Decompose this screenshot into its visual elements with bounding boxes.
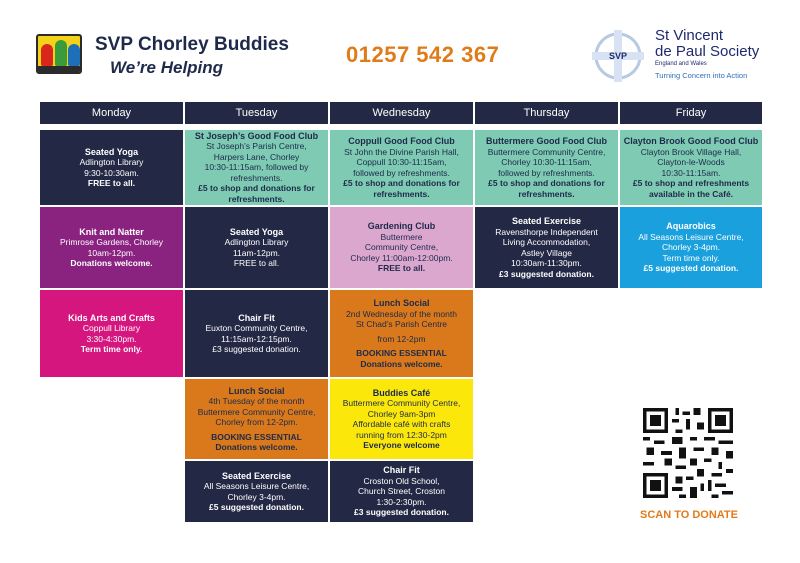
activity-line: 11am-12pm.	[232, 247, 281, 258]
activity-line: 4th Tuesday of the month	[208, 396, 305, 406]
activity-note: £5 to shop and donations for refreshments.	[198, 183, 315, 204]
page-title: SVP Chorley Buddies	[95, 34, 289, 55]
activity-line: St John the Divine Parish Hall,	[344, 146, 459, 157]
activity-line: Astley Village	[521, 247, 572, 258]
activity-line: Buttermere	[380, 231, 423, 242]
activity-card-wed-4	[330, 379, 473, 459]
scan-to-donate-label: SCAN TO DONATE	[640, 509, 738, 521]
activity-title: Kids Arts and Crafts	[68, 312, 155, 323]
phone-number[interactable]: 01257 542 367	[346, 42, 500, 67]
activity-title: Gardening Club	[367, 221, 436, 232]
activity-note: Term time only.	[80, 344, 143, 354]
activity-card-tue-2	[185, 207, 328, 288]
activity-note: Everyone welcome	[363, 440, 440, 450]
activity-card-fri-2	[620, 207, 762, 288]
activity-line: St Chad’s Parish Centre	[355, 319, 448, 329]
activity-line: Church Street, Croston	[358, 486, 445, 497]
activity-note: £5 suggested donation.	[209, 502, 304, 512]
activity-card-tue-4	[185, 379, 328, 459]
activity-line: Croston Old School,	[363, 475, 440, 486]
activity-line: Coppull 10:30-11:15am,	[356, 157, 447, 167]
kids-logo-icon	[36, 34, 82, 74]
activity-line: 10am-12pm.	[87, 247, 136, 258]
activity-line: Euxton Community Centre,	[205, 323, 308, 333]
activity-line: 10:30-11:15am.	[661, 167, 721, 178]
activity-line: Harpers Lane, Chorley	[213, 151, 300, 162]
activity-card-fri-1	[620, 130, 762, 205]
activity-line: All Seasons Leisure Centre,	[203, 481, 310, 491]
activity-card-wed-1	[330, 130, 473, 205]
activity-card-wed-5	[330, 461, 473, 522]
activity-card-thu-1	[475, 130, 618, 205]
activity-line: St Joseph’s Parish Centre,	[206, 141, 307, 152]
page-header	[0, 0, 800, 95]
activity-line: refreshments.	[230, 172, 283, 183]
activity-line: followed by refreshments.	[353, 167, 450, 178]
activity-title: Chair Fit	[383, 465, 420, 476]
activity-card-tue-5	[185, 461, 328, 522]
activity-title: Chair Fit	[238, 312, 275, 323]
activity-line: Coppull Library	[82, 323, 141, 333]
activity-note: £5 to shop and donations for refreshments.	[488, 178, 605, 199]
activity-line: Adlington Library	[224, 237, 289, 247]
activity-line: 9:30-10:30am.	[84, 167, 139, 178]
activity-title: Buttermere Good Food Club	[486, 136, 607, 146]
svp-tagline: Turning Concern into Action	[655, 71, 748, 80]
activity-line: Adlington Library	[79, 157, 144, 167]
activity-title: Knit and Natter	[79, 226, 144, 237]
activity-line: Chorley from 12-2pm.	[215, 417, 298, 427]
activity-card-wed-3	[330, 290, 473, 377]
activity-title: Aquarobics	[666, 221, 716, 232]
activity-note: £5 to shop and refreshments available in the Café.	[632, 178, 750, 199]
activity-line: 10:30-11:15am, followed by	[204, 162, 309, 173]
svp-name-line2: de Paul Society	[655, 43, 760, 60]
activity-title: Seated Yoga	[229, 226, 284, 237]
activity-line: followed by refreshments.	[498, 167, 595, 178]
activity-line: from 12-2pm	[377, 333, 426, 344]
activity-card-tue-1	[185, 130, 328, 205]
activity-card-mon-2	[40, 207, 183, 288]
activity-note: £5 suggested donation.	[643, 263, 739, 274]
activity-note: FREE to all.	[87, 178, 136, 188]
svp-name-line1: St Vincent	[655, 27, 724, 44]
activity-line: Chorley 10:30-11:15am,	[501, 157, 592, 167]
svp-region: England and Wales	[655, 61, 707, 67]
activity-note: FREE to all.	[377, 263, 426, 274]
activity-card-mon-1	[40, 130, 183, 205]
activity-line: Chorley 3-4pm.	[227, 491, 286, 502]
activity-card-wed-2	[330, 207, 473, 288]
activity-title: St Joseph’s Good Food Club	[194, 130, 319, 141]
booking-note: BOOKING ESSENTIAL	[356, 348, 447, 358]
activity-title: Lunch Social	[228, 385, 285, 396]
activity-card-mon-3	[40, 290, 183, 377]
activity-line: Primrose Gardens, Chorley	[60, 237, 163, 247]
activity-line: Clayton Brook Village Hall,	[640, 146, 742, 157]
activity-title: Seated Exercise	[511, 216, 582, 226]
activity-line: Living Accommodation,	[502, 237, 591, 247]
activity-title: Seated Exercise	[221, 470, 292, 481]
activity-line: Community Centre,	[364, 242, 439, 253]
activity-note: £5 to shop and donations for refreshments.	[343, 178, 460, 199]
page-subtitle: We’re Helping	[110, 58, 224, 77]
activity-note: Donations welcome.	[70, 258, 153, 268]
activity-line: Chorley 3-4pm.	[661, 242, 721, 253]
activity-line: Chorley 9am-3pm	[367, 408, 436, 419]
day-header-friday: Friday	[620, 102, 762, 124]
activity-note: £3 suggested donation.	[499, 268, 594, 279]
activity-line: 11:15am-12:15pm.	[221, 333, 292, 344]
activity-card-thu-2	[475, 207, 618, 288]
activity-note: Donations welcome.	[215, 442, 298, 452]
activity-line: 1:30-2:30pm.	[376, 496, 427, 507]
activity-line: Chorley 11:00am-12:00pm.	[350, 252, 453, 263]
activity-title: Buddies Café	[372, 387, 431, 398]
activity-title: Coppull Good Food Club	[348, 136, 455, 146]
activity-note: £3 suggested donation.	[212, 344, 301, 354]
booking-note: BOOKING ESSENTIAL	[211, 431, 302, 442]
svp-badge-text: SVP	[608, 51, 628, 61]
activity-line: 10:30am-11:30pm.	[511, 258, 582, 268]
qr-code-icon[interactable]	[643, 408, 733, 498]
activity-line: running from 12:30-2pm	[356, 429, 447, 440]
activity-card-tue-3	[185, 290, 328, 377]
activity-line: Affordable café with crafts	[352, 419, 451, 429]
activity-title: Lunch Social	[373, 298, 430, 308]
activity-note: FREE to all.	[233, 258, 280, 268]
activity-line: 2nd Wednesday of the month	[346, 308, 457, 319]
activity-line: Term time only.	[662, 252, 720, 263]
activity-line: Clayton-le-Woods	[657, 157, 725, 167]
activity-note: Donations welcome.	[360, 358, 443, 369]
activity-line: Buttermere Community Centre,	[487, 146, 606, 157]
activity-line: All Seasons Leisure Centre,	[638, 231, 744, 242]
svp-cross-logo-icon	[590, 28, 646, 84]
day-header-tuesday: Tuesday	[185, 102, 328, 124]
day-header-thursday: Thursday	[475, 102, 618, 124]
activity-line: Buttermere Community Centre,	[342, 398, 461, 408]
activity-title: Seated Yoga	[84, 146, 139, 157]
activity-line: Buttermere Community Centre,	[197, 406, 316, 417]
day-header-wednesday: Wednesday	[330, 102, 473, 124]
activity-note: £3 suggested donation.	[354, 507, 449, 518]
activity-line: Ravensthorpe Independent	[495, 226, 598, 237]
activity-line: 3:30-4:30pm.	[86, 333, 137, 344]
day-header-monday: Monday	[40, 102, 183, 124]
activity-title: Clayton Brook Good Food Club	[623, 136, 759, 146]
